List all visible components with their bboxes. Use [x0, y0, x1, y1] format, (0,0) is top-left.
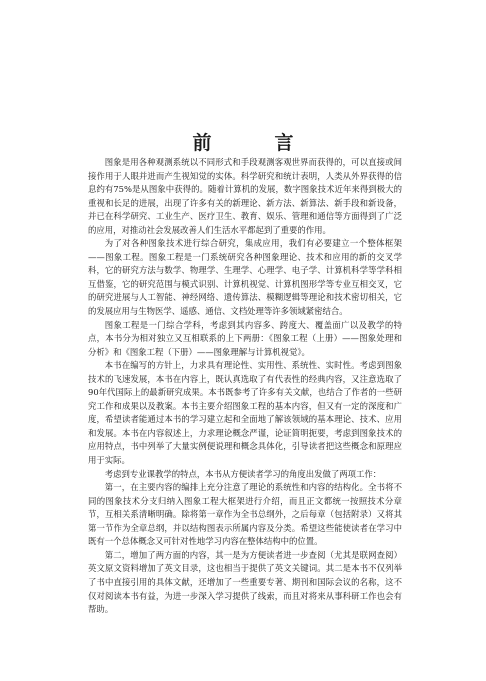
- paragraph: 第一，在主要内容的编排上充分注意了理论的系统性和内容的结构化。全书将不同的图象技术分支归纳入图象工程大框架进行介绍，而且正文都统一按照技术分章节，互相关系清晰明确。除将第一章作为全书总纲外，之后每章（包括附录）又将其第一节作为全章总纲，并以结构图表示所属内容及分类。希望这些能使读者在学习中既有一个总体概念又可针对性地学习内容在整体结构中的位置。: [88, 482, 402, 547]
- paragraph: 考虑到专业课教学的特点，本书从方便读者学习的角度出发做了两项工作：: [104, 468, 382, 479]
- paragraph: 图象工程是一门综合学科，考虑到其内容多、跨度大、覆盖面广以及教学的特点，本书分为相对独立又互相联系的上下两册：《图象工程（上册）——图象处理和分析》和《图象工程（下册）——图象理解与计算机视觉》。: [88, 319, 402, 357]
- page-title: 前 言: [192, 132, 316, 154]
- paragraph: 图象是用各种观测系统以不同形式和手段观测客观世界而获得的，可以直接或间接作用于人眼并进而产生视知觉的实体。科学研究和统计表明，人类从外界获得的信息约有75%是从图象中获得的。随着计算机的发展，数字图象技术近年来得到极大的重视和长足的进展，出现了许多有关的新理论、新方法、新算法、新手段和新设备，并已在科学研究、工业生产、医疗卫生、教育、娱乐、管理和通信等方面得到了广泛的应用，对推动社会发展改善人们生活水平都起到了重要的作用。: [88, 157, 402, 235]
- paragraph: 第二，增加了两方面的内容，其一是为方便读者进一步查阅（尤其是联网查阅）英文原文资料增加了英文目录，这也相当于提供了英文关键词。其二是本书不仅列举了书中直接引用的具体文献，还增加了一些重要专著、期刊和国际会议的名称，这不仅对阅读本书有益，为进一步深入学习提供了线索，而且对将来从事科研工作也会有帮助。: [88, 549, 402, 615]
- preface-body: [88, 156, 402, 617]
- paragraph: 为了对各种图象技术进行综合研究，集成应用，我们有必要建立一个整体框架——图象工程。图象工程是一门系统研究各种图象理论、技术和应用的新的交叉学科，它的研究方法与数学、物理学、生理学、心理学、电子学、计算机科学等学科相互借鉴，它的研究范围与模式识别、计算机视觉、计算机图形学等专业互相交叉，它的研究进展与人工智能、神经网络、遗传算法、模糊逻辑等理论和技术密切相关，它的发展应用与生物医学、遥感、通信、文档处理等许多领域紧密结合。: [88, 238, 402, 317]
- paragraph: 本书在编写的方针上，力求具有理论性、实用性、系统性、实时性。考虑到图象技术的飞速发展，本书在内容上，既认真选取了有代表性的经典内容，又注意选取了90年代国际上的最新研究成果。本书既参考了许多有关文献，也结合了作者的一些研究工作和成果以及教案。本书主要介绍图象工程的基本内容，但又有一定的深度和广度，希望读者能通过本书的学习建立起和全面地了解该领域的基本理论、技术、应用和发展。本书在内容叙述上，力求理论概念严谨，论证简明扼要，考虑到图象技术的应用特点，书中列举了大量实例便说理和概念具体化，引导读者把这些概念和原理应用于实际。: [88, 360, 402, 466]
